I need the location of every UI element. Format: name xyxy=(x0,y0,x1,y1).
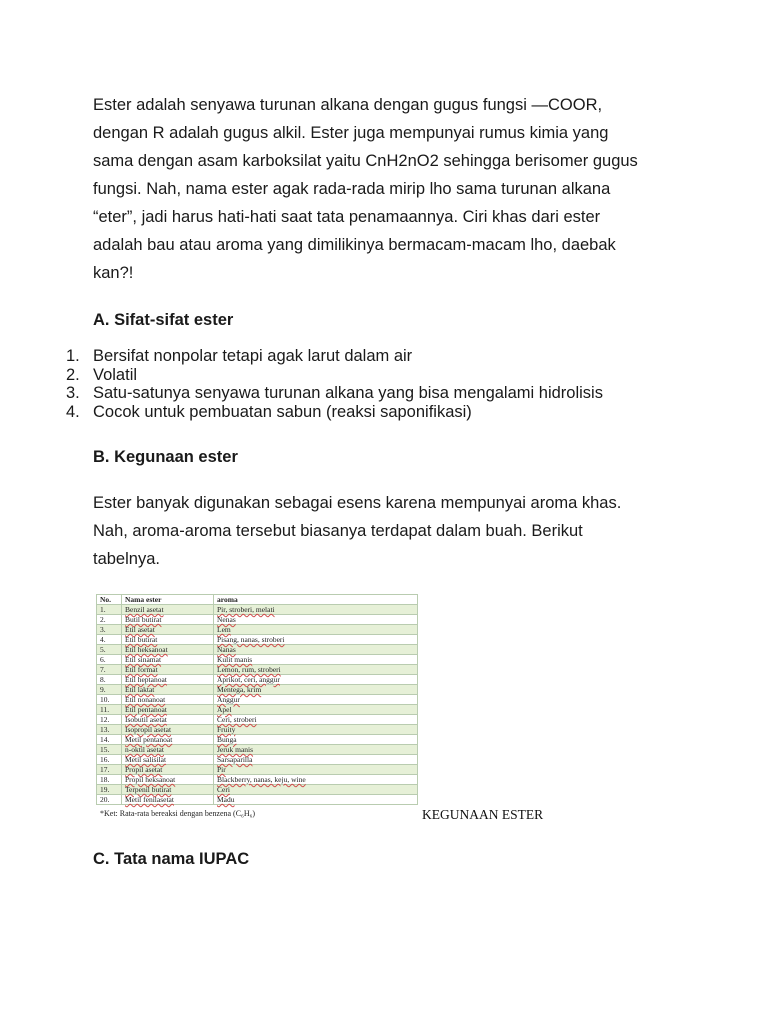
cell-no: 19. xyxy=(97,785,122,795)
table-row xyxy=(97,665,418,675)
list-item xyxy=(66,366,603,385)
cell-no: 14. xyxy=(97,735,122,745)
intro-line: fungsi. Nah, nama ester agak rada-rada mirip lho sama turunan alkana xyxy=(93,180,611,198)
cell-ester-name: Propil asetat xyxy=(122,765,214,775)
cell-aroma: Nanas xyxy=(214,645,418,655)
section-c-heading: C. Tata nama IUPAC xyxy=(93,850,250,868)
list-item xyxy=(66,384,603,403)
cell-aroma: Jeruk manis xyxy=(214,745,418,755)
cell-ester-name: Etil nonanoat xyxy=(122,695,214,705)
cell-ester-name: Etil heptanoat xyxy=(122,675,214,685)
list-number: 1. xyxy=(66,347,80,365)
table-row xyxy=(97,775,418,785)
cell-ester-name: Butil butirat xyxy=(122,615,214,625)
cell-aroma: Ceri xyxy=(214,785,418,795)
cell-no: 12. xyxy=(97,715,122,725)
cell-no: 16. xyxy=(97,755,122,765)
table-row xyxy=(97,705,418,715)
table-row xyxy=(97,755,418,765)
list-number: 2. xyxy=(66,365,80,384)
cell-ester-name: Benzil asetat xyxy=(122,605,214,615)
cell-ester-name: Etil pentanoat xyxy=(122,705,214,715)
table-row xyxy=(97,745,418,755)
cell-aroma: Pisang, nanas, stroberi xyxy=(214,635,418,645)
cell-ester-name: Etil butirat xyxy=(122,635,214,645)
table-row xyxy=(97,625,418,635)
cell-ester-name: Metil salisilat xyxy=(122,755,214,765)
intro-line: dengan R adalah gugus alkil. Ester juga mempunyai rumus kimia yang xyxy=(93,124,609,142)
usage-line: Ester banyak digunakan sebagai esens karena mempunyai aroma khas. xyxy=(93,494,622,512)
cell-aroma: Anggur xyxy=(214,695,418,705)
cell-aroma: Madu xyxy=(214,795,418,805)
intro-line: adalah bau atau aroma yang dimilikinya bermacam-macam lho, daebak xyxy=(93,236,616,254)
table-row xyxy=(97,655,418,665)
table-note: *Ket: Rata-rata bereaksi dengan benzena (C₆H₆) xyxy=(100,809,256,818)
cell-no: 5. xyxy=(97,645,122,655)
cell-aroma: Nenas xyxy=(214,615,418,625)
table-row xyxy=(97,725,418,735)
section-b-heading: B. Kegunaan ester xyxy=(93,448,238,466)
cell-ester-name: Etil asetat xyxy=(122,625,214,635)
cell-no: 15. xyxy=(97,745,122,755)
cell-no: 7. xyxy=(97,665,122,675)
table-row xyxy=(97,715,418,725)
cell-aroma: Sarsaparilla xyxy=(214,755,418,765)
cell-aroma: Ceri, stroberi xyxy=(214,715,418,725)
intro-paragraph xyxy=(93,91,693,287)
table-body xyxy=(97,605,418,805)
section-a-heading: A. Sifat-sifat ester xyxy=(93,311,234,329)
table-row xyxy=(97,635,418,645)
table-row xyxy=(97,765,418,775)
cell-aroma: Blackberry, nanas, keju, wine xyxy=(214,775,418,785)
cell-no: 2. xyxy=(97,615,122,625)
cell-aroma: Pir, stroberi, melati xyxy=(214,605,418,615)
cell-ester-name: Isobutil asetat xyxy=(122,715,214,725)
table-row xyxy=(97,735,418,745)
cell-aroma: Aprikot, ceri, anggur xyxy=(214,675,418,685)
table-row xyxy=(97,685,418,695)
cell-ester-name: Etil format xyxy=(122,665,214,675)
header-no: No. xyxy=(97,595,122,605)
table-row xyxy=(97,615,418,625)
table-row xyxy=(97,795,418,805)
cell-ester-name: Isopropil asetat xyxy=(122,725,214,735)
intro-line: Ester adalah senyawa turunan alkana dengan gugus fungsi —COOR, xyxy=(93,96,603,114)
list-item xyxy=(66,403,603,422)
intro-line: sama dengan asam karboksilat yaitu CnH2nO2 sehingga berisomer gugus xyxy=(93,152,638,170)
cell-no: 3. xyxy=(97,625,122,635)
cell-ester-name: Propil heksanoat xyxy=(122,775,214,785)
cell-aroma: Bunga xyxy=(214,735,418,745)
cell-no: 11. xyxy=(97,705,122,715)
cell-no: 13. xyxy=(97,725,122,735)
table-row xyxy=(97,675,418,685)
list-number: 4. xyxy=(66,403,80,422)
table-caption: KEGUNAAN ESTER xyxy=(422,807,544,822)
list-text: Satu-satunya senyawa turunan alkana yang bisa mengalami hidrolisis xyxy=(93,384,603,403)
usage-line: Nah, aroma-aroma tersebut biasanya terdapat dalam buah. Berikut xyxy=(93,522,583,540)
table-row xyxy=(97,785,418,795)
ester-table-image xyxy=(96,594,420,805)
properties-list xyxy=(66,347,603,422)
list-text: Bersifat nonpolar tetapi agak larut dalam air xyxy=(93,347,413,365)
list-text: Volatil xyxy=(93,365,138,384)
cell-no: 4. xyxy=(97,635,122,645)
usage-line: tabelnya. xyxy=(93,550,160,568)
cell-ester-name: Etil heksanoat xyxy=(122,645,214,655)
cell-no: 20. xyxy=(97,795,122,805)
cell-aroma: Fruity xyxy=(214,725,418,735)
cell-no: 9. xyxy=(97,685,122,695)
table-row xyxy=(97,645,418,655)
cell-no: 1. xyxy=(97,605,122,615)
cell-no: 8. xyxy=(97,675,122,685)
table-row xyxy=(97,695,418,705)
table-header-row xyxy=(97,595,418,605)
list-text: Cocok untuk pembuatan sabun (reaksi saponifikasi) xyxy=(93,403,472,422)
cell-no: 6. xyxy=(97,655,122,665)
cell-ester-name: n-oktil asetat xyxy=(122,745,214,755)
ester-table xyxy=(96,594,418,805)
cell-ester-name: Terpenil butirat xyxy=(122,785,214,795)
cell-ester-name: Etil sinamat xyxy=(122,655,214,665)
intro-line: kan?! xyxy=(93,264,134,282)
cell-aroma: Lemon, rum, stroberi xyxy=(214,665,418,675)
list-number: 3. xyxy=(66,384,80,403)
cell-ester-name: Metil pentanoat xyxy=(122,735,214,745)
header-name: Nama ester xyxy=(122,595,214,605)
list-item xyxy=(66,347,603,366)
cell-aroma: Mentega, krim xyxy=(214,685,418,695)
cell-aroma: Lem xyxy=(214,625,418,635)
cell-no: 10. xyxy=(97,695,122,705)
header-aroma: aroma xyxy=(214,595,418,605)
table-row xyxy=(97,605,418,615)
cell-ester-name: Metil fenilasetat xyxy=(122,795,214,805)
cell-no: 17. xyxy=(97,765,122,775)
cell-ester-name: Etil laktat xyxy=(122,685,214,695)
intro-line: “eter”, jadi harus hati-hati saat tata penamaannya. Ciri khas dari ester xyxy=(93,208,601,226)
cell-aroma: Apel xyxy=(214,705,418,715)
cell-aroma: Kulit manis xyxy=(214,655,418,665)
usage-paragraph xyxy=(93,489,693,573)
cell-aroma: Pir xyxy=(214,765,418,775)
cell-no: 18. xyxy=(97,775,122,785)
